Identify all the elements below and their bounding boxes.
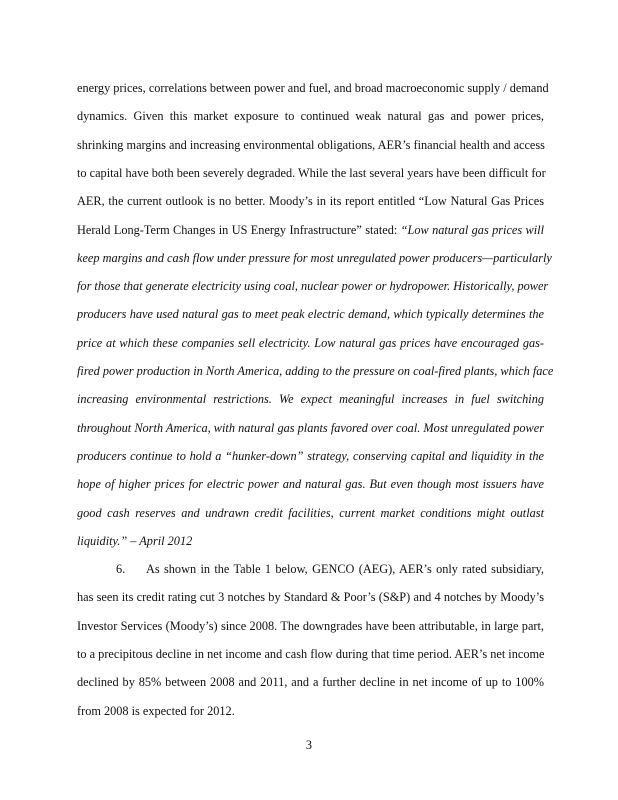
paragraph-first-line — [116, 561, 544, 577]
paragraph-number: 6. — [116, 562, 126, 577]
quote-line: keep margins and cash flow under pressure for most unregulated power producers—particularly — [77, 250, 552, 265]
text-segment: Herald Long-Term Changes in US Energy Infrastructure” stated: — [77, 222, 401, 237]
text-line: to capital have both been severely degraded. While the last several years have been difficult for — [77, 165, 546, 180]
quote-segment: “Low natural gas prices will — [400, 222, 544, 237]
text-line: has seen its credit rating cut 3 notches by Standard & Poor’s (S&P) and 4 notches by Moody’s — [77, 590, 544, 605]
text-line-mixed — [77, 222, 544, 238]
quote-line: price at which these companies sell electricity. Low natural gas prices have encouraged gas- — [77, 335, 544, 350]
text-line: from 2008 is expected for 2012. — [77, 703, 235, 718]
quote-line: increasing environmental restrictions. We expect meaningful increases in fuel switching — [77, 392, 544, 407]
text-segment: As shown in the Table 1 below, GENCO (AEG), AER’s only rated subsidiary, — [146, 562, 544, 577]
text-line: energy prices, correlations between power and fuel, and broad macroeconomic supply / demand — [77, 81, 549, 95]
quote-line: for those that generate electricity using coal, nuclear power or hydropower. Historically, power — [77, 279, 549, 294]
text-line: Investor Services (Moody’s) since 2008. The downgrades have been attributable, in large part, — [77, 618, 544, 633]
quote-line: producers have used natural gas to meet peak electric demand, which typically determines the — [77, 307, 544, 322]
text-line: declined by 85% between 2008 and 2011, and a further decline in net income of up to 100% — [77, 675, 544, 690]
quote-line: fired power production in North America, adding to the pressure on coal-fired plants, which face — [77, 364, 554, 378]
quote-line: hope of higher prices for electric power and natural gas. But even though most issuers have — [77, 477, 544, 492]
quote-line: throughout North America, with natural gas plants favored over coal. Most unregulated power — [77, 420, 544, 435]
quote-line: good cash reserves and undrawn credit facilities, current market conditions might outlast — [77, 505, 544, 520]
text-line: shrinking margins and increasing environmental obligations, AER’s financial health and access — [77, 137, 545, 152]
text-line: dynamics. Given this market exposure to continued weak natural gas and power prices, — [77, 109, 544, 124]
page-number: 3 — [305, 738, 313, 752]
text-line: to a precipitous decline in net income and cash flow during that time period. AER’s net income — [77, 647, 545, 661]
quote-line-last: liquidity.” – April 2012 — [77, 533, 193, 548]
quote-line: producers continue to hold a “hunker-down” strategy, conserving capital and liquidity in the — [77, 448, 544, 463]
text-line: AER, the current outlook is no better. Moody’s in its report entitled “Low Natural Gas Prices — [77, 194, 544, 209]
